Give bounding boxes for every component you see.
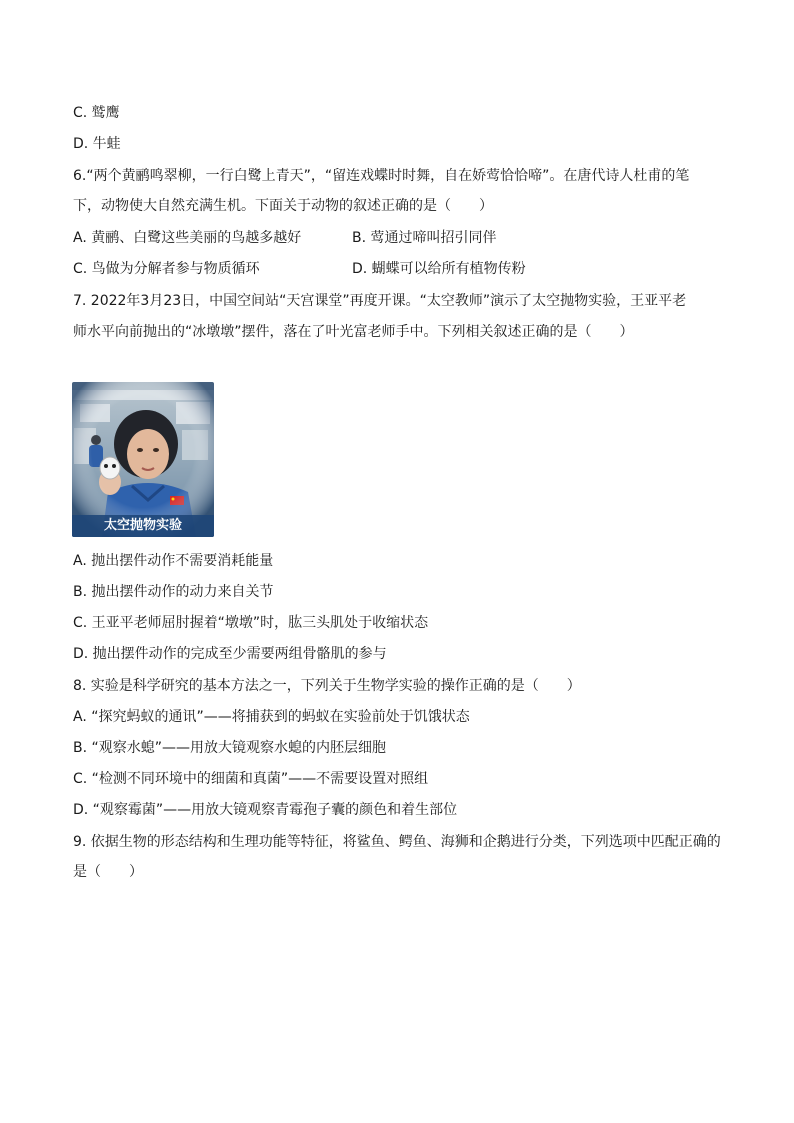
q9-stem-line1: 9. 依据生物的形态结构和生理功能等特征，将鲨鱼、鳄鱼、海狮和企鹅进行分类，下列选项中匹配正确的 <box>73 834 721 850</box>
space-experiment-photo <box>72 382 214 537</box>
q8-option-c: C. “检测不同环境中的细菌和真菌”——不需要设置对照组 <box>73 771 429 787</box>
q7-stem-line1: 7. 2022年3月23日，中国空间站“天宫课堂”再度开课。“太空教师”演示了太空抛物实验，王亚平老 <box>73 293 687 309</box>
q7-option-a: A. 抛出摆件动作不需要消耗能量 <box>73 553 274 569</box>
q6-option-a: A. 黄鹂、白鹭这些美丽的鸟越多越好 <box>73 230 302 246</box>
q6-stem-line1: 6.“两个黄鹂鸣翠柳，一行白鹭上青天”，“留连戏蝶时时舞，自在娇莺恰恰啼”。在唐代诗人杜甫的笔 <box>73 168 690 184</box>
q6-option-c: C. 鸟做为分解者参与物质循环 <box>73 261 260 277</box>
q7-option-d: D. 抛出摆件动作的完成至少需要两组骨骼肌的参与 <box>73 646 387 662</box>
q7-option-b: B. 抛出摆件动作的动力来自关节 <box>73 584 274 600</box>
q7-option-c: C. 王亚平老师屈肘握着“墩墩”时，肱三头肌处于收缩状态 <box>73 615 429 631</box>
q8-option-b: B. “观察水螅”——用放大镜观察水螅的内胚层细胞 <box>73 740 387 756</box>
astronaut-photo-illustration <box>72 382 214 537</box>
q6-option-b: B. 莺通过啼叫招引同伴 <box>352 230 497 246</box>
q6-stem-line2: 下，动物使大自然充满生机。下面关于动物的叙述正确的是（ ） <box>73 198 493 214</box>
q8-option-d: D. “观察霉菌”——用放大镜观察青霉孢子囊的颜色和着生部位 <box>73 802 458 818</box>
q8-option-a: A. “探究蚂蚁的通讯”——将捕获到的蚂蚁在实验前处于饥饿状态 <box>73 709 470 725</box>
q5-option-d: D. 牛蛙 <box>73 136 121 152</box>
photo-caption: 太空抛物实验 <box>72 515 214 537</box>
q5-option-c: C. 鹫鹰 <box>73 105 120 121</box>
q6-option-d: D. 蝴蝶可以给所有植物传粉 <box>352 261 526 277</box>
q7-stem-line2: 师水平向前抛出的“冰墩墩”摆件，落在了叶光富老师手中。下列相关叙述正确的是（ ） <box>73 324 634 340</box>
q9-stem-line2: 是（ ） <box>73 864 143 880</box>
q8-stem-line1: 8. 实验是科学研究的基本方法之一，下列关于生物学实验的操作正确的是（ ） <box>73 678 581 694</box>
